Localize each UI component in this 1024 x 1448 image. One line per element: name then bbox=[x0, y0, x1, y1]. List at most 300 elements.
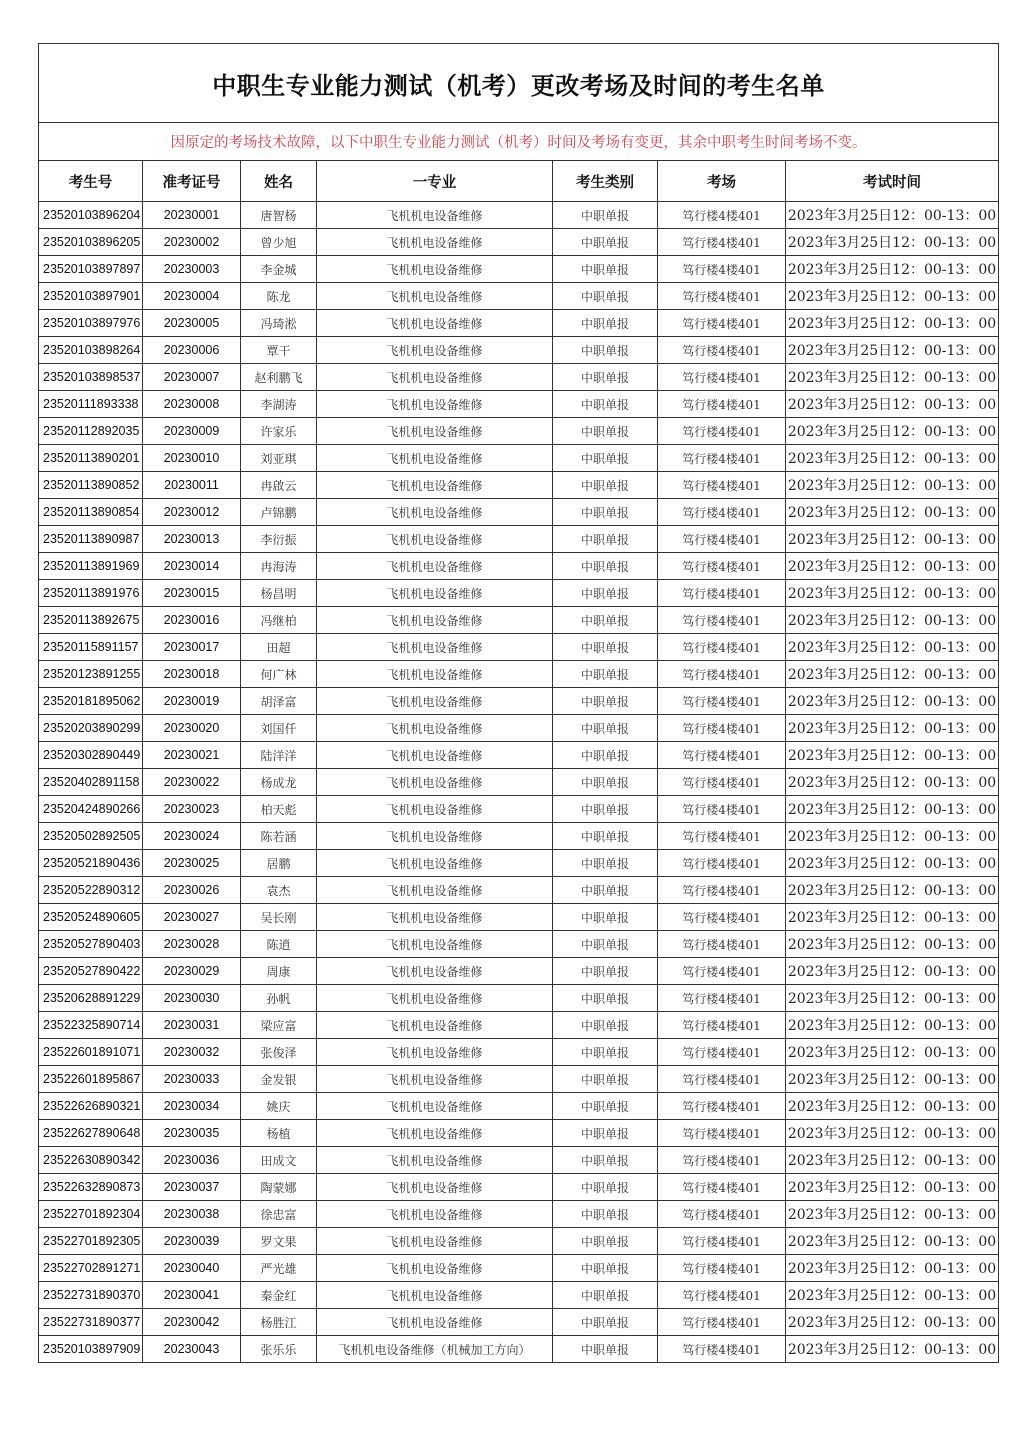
major-cell: 飞机机电设备维修 bbox=[317, 607, 553, 634]
category-cell: 中职单报 bbox=[553, 985, 658, 1012]
name-cell: 刘亚琪 bbox=[241, 445, 317, 472]
major-cell: 飞机机电设备维修 bbox=[317, 256, 553, 283]
table-row bbox=[39, 1120, 999, 1147]
admission-ticket-cell: 20230019 bbox=[143, 688, 241, 715]
exam-time-cell: 2023年3月25日12：00-13：00 bbox=[786, 1255, 999, 1282]
admission-ticket-cell: 20230006 bbox=[143, 337, 241, 364]
exam-room-cell: 笃行楼4楼401 bbox=[658, 499, 786, 526]
name-cell: 秦金红 bbox=[241, 1282, 317, 1309]
table-row bbox=[39, 715, 999, 742]
exam-time-cell: 2023年3月25日12：00-13：00 bbox=[786, 229, 999, 256]
candidate-list-table bbox=[38, 43, 999, 1363]
category-cell: 中职单报 bbox=[553, 337, 658, 364]
category-cell: 中职单报 bbox=[553, 1147, 658, 1174]
table-row bbox=[39, 580, 999, 607]
exam-time-cell: 2023年3月25日12：00-13：00 bbox=[786, 472, 999, 499]
admission-ticket-cell: 20230022 bbox=[143, 769, 241, 796]
exam-time-cell: 2023年3月25日12：00-13：00 bbox=[786, 985, 999, 1012]
exam-time-cell: 2023年3月25日12：00-13：00 bbox=[786, 742, 999, 769]
exam-time-cell: 2023年3月25日12：00-13：00 bbox=[786, 1012, 999, 1039]
candidate-number-cell: 23520113890201 bbox=[39, 445, 143, 472]
exam-room-cell: 笃行楼4楼401 bbox=[658, 904, 786, 931]
candidate-number-cell: 23520113892675 bbox=[39, 607, 143, 634]
category-cell: 中职单报 bbox=[553, 1309, 658, 1336]
header-category: 考生类别 bbox=[553, 161, 658, 202]
table-row bbox=[39, 1336, 999, 1363]
table-row bbox=[39, 418, 999, 445]
table-row bbox=[39, 256, 999, 283]
major-cell: 飞机机电设备维修 bbox=[317, 310, 553, 337]
exam-room-cell: 笃行楼4楼401 bbox=[658, 823, 786, 850]
table-row bbox=[39, 1309, 999, 1336]
candidate-number-cell: 23520113890987 bbox=[39, 526, 143, 553]
table-row bbox=[39, 904, 999, 931]
candidate-number-cell: 23520112892035 bbox=[39, 418, 143, 445]
major-cell: 飞机机电设备维修 bbox=[317, 445, 553, 472]
category-cell: 中职单报 bbox=[553, 769, 658, 796]
major-cell: 飞机机电设备维修（机械加工方向） bbox=[317, 1336, 553, 1363]
category-cell: 中职单报 bbox=[553, 1039, 658, 1066]
admission-ticket-cell: 20230013 bbox=[143, 526, 241, 553]
exam-room-cell: 笃行楼4楼401 bbox=[658, 1201, 786, 1228]
exam-time-cell: 2023年3月25日12：00-13：00 bbox=[786, 1174, 999, 1201]
exam-room-cell: 笃行楼4楼401 bbox=[658, 715, 786, 742]
exam-time-cell: 2023年3月25日12：00-13：00 bbox=[786, 688, 999, 715]
candidate-number-cell: 23522630890342 bbox=[39, 1147, 143, 1174]
exam-time-cell: 2023年3月25日12：00-13：00 bbox=[786, 769, 999, 796]
exam-time-cell: 2023年3月25日12：00-13：00 bbox=[786, 931, 999, 958]
major-cell: 飞机机电设备维修 bbox=[317, 1228, 553, 1255]
name-cell: 张俊泽 bbox=[241, 1039, 317, 1066]
exam-time-cell: 2023年3月25日12：00-13：00 bbox=[786, 1039, 999, 1066]
admission-ticket-cell: 20230009 bbox=[143, 418, 241, 445]
exam-time-cell: 2023年3月25日12：00-13：00 bbox=[786, 256, 999, 283]
category-cell: 中职单报 bbox=[553, 1120, 658, 1147]
candidate-number-cell: 23520424890266 bbox=[39, 796, 143, 823]
exam-time-cell: 2023年3月25日12：00-13：00 bbox=[786, 904, 999, 931]
exam-time-cell: 2023年3月25日12：00-13：00 bbox=[786, 1147, 999, 1174]
category-cell: 中职单报 bbox=[553, 715, 658, 742]
admission-ticket-cell: 20230021 bbox=[143, 742, 241, 769]
exam-room-cell: 笃行楼4楼401 bbox=[658, 1228, 786, 1255]
candidate-number-cell: 23520111893338 bbox=[39, 391, 143, 418]
table-row bbox=[39, 931, 999, 958]
exam-time-cell: 2023年3月25日12：00-13：00 bbox=[786, 1309, 999, 1336]
page-title: 中职生专业能力测试（机考）更改考场及时间的考生名单 bbox=[39, 44, 999, 123]
admission-ticket-cell: 20230003 bbox=[143, 256, 241, 283]
name-cell: 冉海涛 bbox=[241, 553, 317, 580]
exam-time-cell: 2023年3月25日12：00-13：00 bbox=[786, 1120, 999, 1147]
name-cell: 何广林 bbox=[241, 661, 317, 688]
candidate-number-cell: 23520123891255 bbox=[39, 661, 143, 688]
major-cell: 飞机机电设备维修 bbox=[317, 553, 553, 580]
admission-ticket-cell: 20230036 bbox=[143, 1147, 241, 1174]
major-cell: 飞机机电设备维修 bbox=[317, 715, 553, 742]
admission-ticket-cell: 20230034 bbox=[143, 1093, 241, 1120]
admission-ticket-cell: 20230041 bbox=[143, 1282, 241, 1309]
admission-ticket-cell: 20230016 bbox=[143, 607, 241, 634]
table-row bbox=[39, 526, 999, 553]
major-cell: 飞机机电设备维修 bbox=[317, 634, 553, 661]
exam-time-cell: 2023年3月25日12：00-13：00 bbox=[786, 1336, 999, 1363]
name-cell: 梁应富 bbox=[241, 1012, 317, 1039]
admission-ticket-cell: 20230015 bbox=[143, 580, 241, 607]
admission-ticket-cell: 20230011 bbox=[143, 472, 241, 499]
candidate-number-cell: 23520502892505 bbox=[39, 823, 143, 850]
name-cell: 曾少旭 bbox=[241, 229, 317, 256]
exam-room-cell: 笃行楼4楼401 bbox=[658, 796, 786, 823]
major-cell: 飞机机电设备维修 bbox=[317, 337, 553, 364]
table-row bbox=[39, 229, 999, 256]
candidate-number-cell: 23522601895867 bbox=[39, 1066, 143, 1093]
table-row bbox=[39, 769, 999, 796]
category-cell: 中职单报 bbox=[553, 1336, 658, 1363]
name-cell: 杨植 bbox=[241, 1120, 317, 1147]
exam-room-cell: 笃行楼4楼401 bbox=[658, 1147, 786, 1174]
category-cell: 中职单报 bbox=[553, 634, 658, 661]
table-row bbox=[39, 634, 999, 661]
admission-ticket-cell: 20230010 bbox=[143, 445, 241, 472]
exam-room-cell: 笃行楼4楼401 bbox=[658, 1309, 786, 1336]
major-cell: 飞机机电设备维修 bbox=[317, 580, 553, 607]
name-cell: 周康 bbox=[241, 958, 317, 985]
major-cell: 飞机机电设备维修 bbox=[317, 796, 553, 823]
exam-time-cell: 2023年3月25日12：00-13：00 bbox=[786, 499, 999, 526]
exam-room-cell: 笃行楼4楼401 bbox=[658, 202, 786, 229]
major-cell: 飞机机电设备维修 bbox=[317, 877, 553, 904]
table-row bbox=[39, 1201, 999, 1228]
major-cell: 飞机机电设备维修 bbox=[317, 1039, 553, 1066]
admission-ticket-cell: 20230028 bbox=[143, 931, 241, 958]
exam-time-cell: 2023年3月25日12：00-13：00 bbox=[786, 391, 999, 418]
admission-ticket-cell: 20230005 bbox=[143, 310, 241, 337]
exam-room-cell: 笃行楼4楼401 bbox=[658, 877, 786, 904]
category-cell: 中职单报 bbox=[553, 229, 658, 256]
category-cell: 中职单报 bbox=[553, 1255, 658, 1282]
category-cell: 中职单报 bbox=[553, 796, 658, 823]
table-row bbox=[39, 796, 999, 823]
exam-room-cell: 笃行楼4楼401 bbox=[658, 1066, 786, 1093]
category-cell: 中职单报 bbox=[553, 742, 658, 769]
exam-time-cell: 2023年3月25日12：00-13：00 bbox=[786, 958, 999, 985]
exam-room-cell: 笃行楼4楼401 bbox=[658, 931, 786, 958]
name-cell: 严光雄 bbox=[241, 1255, 317, 1282]
table-row bbox=[39, 202, 999, 229]
major-cell: 飞机机电设备维修 bbox=[317, 391, 553, 418]
exam-time-cell: 2023年3月25日12：00-13：00 bbox=[786, 1282, 999, 1309]
exam-time-cell: 2023年3月25日12：00-13：00 bbox=[786, 364, 999, 391]
candidate-number-cell: 23522701892305 bbox=[39, 1228, 143, 1255]
name-cell: 陈若涵 bbox=[241, 823, 317, 850]
table-row bbox=[39, 445, 999, 472]
notice-text: 因原定的考场技术故障，以下中职生专业能力测试（机考）时间及考场有变更，其余中职考生时间考场不变。 bbox=[39, 123, 999, 161]
candidate-number-cell: 23520527890403 bbox=[39, 931, 143, 958]
table-row bbox=[39, 958, 999, 985]
exam-room-cell: 笃行楼4楼401 bbox=[658, 985, 786, 1012]
exam-room-cell: 笃行楼4楼401 bbox=[658, 580, 786, 607]
category-cell: 中职单报 bbox=[553, 1201, 658, 1228]
admission-ticket-cell: 20230040 bbox=[143, 1255, 241, 1282]
exam-room-cell: 笃行楼4楼401 bbox=[658, 958, 786, 985]
name-cell: 罗文果 bbox=[241, 1228, 317, 1255]
exam-room-cell: 笃行楼4楼401 bbox=[658, 634, 786, 661]
candidate-number-cell: 23520521890436 bbox=[39, 850, 143, 877]
exam-time-cell: 2023年3月25日12：00-13：00 bbox=[786, 1066, 999, 1093]
admission-ticket-cell: 20230007 bbox=[143, 364, 241, 391]
category-cell: 中职单报 bbox=[553, 202, 658, 229]
name-cell: 覃干 bbox=[241, 337, 317, 364]
admission-ticket-cell: 20230025 bbox=[143, 850, 241, 877]
major-cell: 飞机机电设备维修 bbox=[317, 1255, 553, 1282]
major-cell: 飞机机电设备维修 bbox=[317, 1120, 553, 1147]
category-cell: 中职单报 bbox=[553, 904, 658, 931]
major-cell: 飞机机电设备维修 bbox=[317, 1012, 553, 1039]
name-cell: 陆洋洋 bbox=[241, 742, 317, 769]
admission-ticket-cell: 20230042 bbox=[143, 1309, 241, 1336]
admission-ticket-cell: 20230024 bbox=[143, 823, 241, 850]
exam-time-cell: 2023年3月25日12：00-13：00 bbox=[786, 283, 999, 310]
exam-time-cell: 2023年3月25日12：00-13：00 bbox=[786, 580, 999, 607]
major-cell: 飞机机电设备维修 bbox=[317, 1147, 553, 1174]
exam-time-cell: 2023年3月25日12：00-13：00 bbox=[786, 526, 999, 553]
major-cell: 飞机机电设备维修 bbox=[317, 850, 553, 877]
candidate-number-cell: 23520115891157 bbox=[39, 634, 143, 661]
name-cell: 杨昌明 bbox=[241, 580, 317, 607]
table-row bbox=[39, 850, 999, 877]
admission-ticket-cell: 20230001 bbox=[143, 202, 241, 229]
candidate-number-cell: 23520103897897 bbox=[39, 256, 143, 283]
exam-room-cell: 笃行楼4楼401 bbox=[658, 364, 786, 391]
exam-room-cell: 笃行楼4楼401 bbox=[658, 1174, 786, 1201]
table-row bbox=[39, 1039, 999, 1066]
admission-ticket-cell: 20230026 bbox=[143, 877, 241, 904]
exam-room-cell: 笃行楼4楼401 bbox=[658, 310, 786, 337]
major-cell: 飞机机电设备维修 bbox=[317, 499, 553, 526]
category-cell: 中职单报 bbox=[553, 688, 658, 715]
exam-time-cell: 2023年3月25日12：00-13：00 bbox=[786, 1201, 999, 1228]
name-cell: 李衍振 bbox=[241, 526, 317, 553]
major-cell: 飞机机电设备维修 bbox=[317, 364, 553, 391]
admission-ticket-cell: 20230004 bbox=[143, 283, 241, 310]
name-cell: 杨胜江 bbox=[241, 1309, 317, 1336]
major-cell: 飞机机电设备维修 bbox=[317, 526, 553, 553]
candidate-number-cell: 23520103898264 bbox=[39, 337, 143, 364]
major-cell: 飞机机电设备维修 bbox=[317, 985, 553, 1012]
header-exam-room: 考场 bbox=[658, 161, 786, 202]
name-cell: 田超 bbox=[241, 634, 317, 661]
exam-room-cell: 笃行楼4楼401 bbox=[658, 229, 786, 256]
admission-ticket-cell: 20230012 bbox=[143, 499, 241, 526]
name-cell: 刘国仟 bbox=[241, 715, 317, 742]
admission-ticket-cell: 20230029 bbox=[143, 958, 241, 985]
candidate-number-cell: 23520524890605 bbox=[39, 904, 143, 931]
major-cell: 飞机机电设备维修 bbox=[317, 823, 553, 850]
table-row bbox=[39, 1282, 999, 1309]
exam-room-cell: 笃行楼4楼401 bbox=[658, 661, 786, 688]
candidate-number-cell: 23520103897901 bbox=[39, 283, 143, 310]
candidate-number-cell: 23522632890873 bbox=[39, 1174, 143, 1201]
name-cell: 冯继柏 bbox=[241, 607, 317, 634]
exam-time-cell: 2023年3月25日12：00-13：00 bbox=[786, 715, 999, 742]
admission-ticket-cell: 20230035 bbox=[143, 1120, 241, 1147]
candidate-number-cell: 23520113890854 bbox=[39, 499, 143, 526]
exam-time-cell: 2023年3月25日12：00-13：00 bbox=[786, 310, 999, 337]
table-row bbox=[39, 1147, 999, 1174]
name-cell: 唐智杨 bbox=[241, 202, 317, 229]
exam-room-cell: 笃行楼4楼401 bbox=[658, 472, 786, 499]
candidate-number-cell: 23520103896204 bbox=[39, 202, 143, 229]
category-cell: 中职单报 bbox=[553, 1066, 658, 1093]
candidate-number-cell: 23522701892304 bbox=[39, 1201, 143, 1228]
major-cell: 飞机机电设备维修 bbox=[317, 1066, 553, 1093]
major-cell: 飞机机电设备维修 bbox=[317, 1201, 553, 1228]
category-cell: 中职单报 bbox=[553, 1282, 658, 1309]
major-cell: 飞机机电设备维修 bbox=[317, 688, 553, 715]
table-row bbox=[39, 1255, 999, 1282]
exam-time-cell: 2023年3月25日12：00-13：00 bbox=[786, 337, 999, 364]
category-cell: 中职单报 bbox=[553, 1093, 658, 1120]
admission-ticket-cell: 20230020 bbox=[143, 715, 241, 742]
category-cell: 中职单报 bbox=[553, 850, 658, 877]
candidate-number-cell: 23520103898537 bbox=[39, 364, 143, 391]
candidate-number-cell: 23520402891158 bbox=[39, 769, 143, 796]
name-cell: 胡泽富 bbox=[241, 688, 317, 715]
exam-room-cell: 笃行楼4楼401 bbox=[658, 850, 786, 877]
name-cell: 陈龙 bbox=[241, 283, 317, 310]
name-cell: 金发银 bbox=[241, 1066, 317, 1093]
exam-room-cell: 笃行楼4楼401 bbox=[658, 607, 786, 634]
category-cell: 中职单报 bbox=[553, 931, 658, 958]
table-row bbox=[39, 742, 999, 769]
candidate-number-cell: 23520181895062 bbox=[39, 688, 143, 715]
candidate-number-cell: 23522325890714 bbox=[39, 1012, 143, 1039]
candidate-number-cell: 23522731890370 bbox=[39, 1282, 143, 1309]
candidate-number-cell: 23522702891271 bbox=[39, 1255, 143, 1282]
exam-room-cell: 笃行楼4楼401 bbox=[658, 1336, 786, 1363]
table-row bbox=[39, 607, 999, 634]
admission-ticket-cell: 20230023 bbox=[143, 796, 241, 823]
exam-time-cell: 2023年3月25日12：00-13：00 bbox=[786, 607, 999, 634]
major-cell: 飞机机电设备维修 bbox=[317, 769, 553, 796]
admission-ticket-cell: 20230031 bbox=[143, 1012, 241, 1039]
category-cell: 中职单报 bbox=[553, 877, 658, 904]
category-cell: 中职单报 bbox=[553, 1174, 658, 1201]
category-cell: 中职单报 bbox=[553, 256, 658, 283]
category-cell: 中职单报 bbox=[553, 499, 658, 526]
name-cell: 冯琦淞 bbox=[241, 310, 317, 337]
candidate-number-cell: 23520302890449 bbox=[39, 742, 143, 769]
exam-room-cell: 笃行楼4楼401 bbox=[658, 445, 786, 472]
candidate-number-cell: 23520113890852 bbox=[39, 472, 143, 499]
category-cell: 中职单报 bbox=[553, 661, 658, 688]
exam-time-cell: 2023年3月25日12：00-13：00 bbox=[786, 202, 999, 229]
name-cell: 袁杰 bbox=[241, 877, 317, 904]
exam-room-cell: 笃行楼4楼401 bbox=[658, 553, 786, 580]
admission-ticket-cell: 20230033 bbox=[143, 1066, 241, 1093]
table-row bbox=[39, 310, 999, 337]
candidate-number-cell: 23520103897909 bbox=[39, 1336, 143, 1363]
major-cell: 飞机机电设备维修 bbox=[317, 1093, 553, 1120]
major-cell: 飞机机电设备维修 bbox=[317, 229, 553, 256]
name-cell: 田成文 bbox=[241, 1147, 317, 1174]
exam-time-cell: 2023年3月25日12：00-13：00 bbox=[786, 661, 999, 688]
admission-ticket-cell: 20230030 bbox=[143, 985, 241, 1012]
candidate-number-cell: 23522731890377 bbox=[39, 1309, 143, 1336]
candidate-number-cell: 23522626890321 bbox=[39, 1093, 143, 1120]
exam-room-cell: 笃行楼4楼401 bbox=[658, 742, 786, 769]
table-row bbox=[39, 499, 999, 526]
category-cell: 中职单报 bbox=[553, 391, 658, 418]
category-cell: 中职单报 bbox=[553, 418, 658, 445]
exam-time-cell: 2023年3月25日12：00-13：00 bbox=[786, 823, 999, 850]
admission-ticket-cell: 20230039 bbox=[143, 1228, 241, 1255]
exam-room-cell: 笃行楼4楼401 bbox=[658, 1282, 786, 1309]
name-cell: 姚庆 bbox=[241, 1093, 317, 1120]
exam-time-cell: 2023年3月25日12：00-13：00 bbox=[786, 1228, 999, 1255]
header-exam-time: 考试时间 bbox=[786, 161, 999, 202]
table-row bbox=[39, 472, 999, 499]
category-cell: 中职单报 bbox=[553, 283, 658, 310]
name-cell: 赵利鹏飞 bbox=[241, 364, 317, 391]
major-cell: 飞机机电设备维修 bbox=[317, 418, 553, 445]
name-cell: 冉啟云 bbox=[241, 472, 317, 499]
exam-time-cell: 2023年3月25日12：00-13：00 bbox=[786, 553, 999, 580]
table-row bbox=[39, 1228, 999, 1255]
table-row bbox=[39, 985, 999, 1012]
name-cell: 张乐乐 bbox=[241, 1336, 317, 1363]
exam-room-cell: 笃行楼4楼401 bbox=[658, 283, 786, 310]
exam-room-cell: 笃行楼4楼401 bbox=[658, 1012, 786, 1039]
exam-time-cell: 2023年3月25日12：00-13：00 bbox=[786, 796, 999, 823]
major-cell: 飞机机电设备维修 bbox=[317, 1309, 553, 1336]
candidate-number-cell: 23520522890312 bbox=[39, 877, 143, 904]
category-cell: 中职单报 bbox=[553, 526, 658, 553]
admission-ticket-cell: 20230017 bbox=[143, 634, 241, 661]
category-cell: 中职单报 bbox=[553, 580, 658, 607]
candidate-number-cell: 23520113891969 bbox=[39, 553, 143, 580]
admission-ticket-cell: 20230027 bbox=[143, 904, 241, 931]
candidate-number-cell: 23520113891976 bbox=[39, 580, 143, 607]
admission-ticket-cell: 20230037 bbox=[143, 1174, 241, 1201]
exam-room-cell: 笃行楼4楼401 bbox=[658, 1093, 786, 1120]
admission-ticket-cell: 20230043 bbox=[143, 1336, 241, 1363]
category-cell: 中职单报 bbox=[553, 310, 658, 337]
major-cell: 飞机机电设备维修 bbox=[317, 931, 553, 958]
exam-room-cell: 笃行楼4楼401 bbox=[658, 526, 786, 553]
name-cell: 李金城 bbox=[241, 256, 317, 283]
name-cell: 杨成龙 bbox=[241, 769, 317, 796]
table-header-row bbox=[39, 161, 999, 202]
exam-room-cell: 笃行楼4楼401 bbox=[658, 256, 786, 283]
table-row bbox=[39, 688, 999, 715]
category-cell: 中职单报 bbox=[553, 364, 658, 391]
candidate-number-cell: 23520103896205 bbox=[39, 229, 143, 256]
table-row bbox=[39, 283, 999, 310]
exam-room-cell: 笃行楼4楼401 bbox=[658, 1255, 786, 1282]
category-cell: 中职单报 bbox=[553, 445, 658, 472]
major-cell: 飞机机电设备维修 bbox=[317, 958, 553, 985]
admission-ticket-cell: 20230014 bbox=[143, 553, 241, 580]
admission-ticket-cell: 20230002 bbox=[143, 229, 241, 256]
category-cell: 中职单报 bbox=[553, 472, 658, 499]
exam-room-cell: 笃行楼4楼401 bbox=[658, 418, 786, 445]
major-cell: 飞机机电设备维修 bbox=[317, 202, 553, 229]
major-cell: 飞机机电设备维修 bbox=[317, 1174, 553, 1201]
table-row bbox=[39, 553, 999, 580]
candidate-number-cell: 23520527890422 bbox=[39, 958, 143, 985]
name-cell: 许家乐 bbox=[241, 418, 317, 445]
candidate-number-cell: 23522601891071 bbox=[39, 1039, 143, 1066]
